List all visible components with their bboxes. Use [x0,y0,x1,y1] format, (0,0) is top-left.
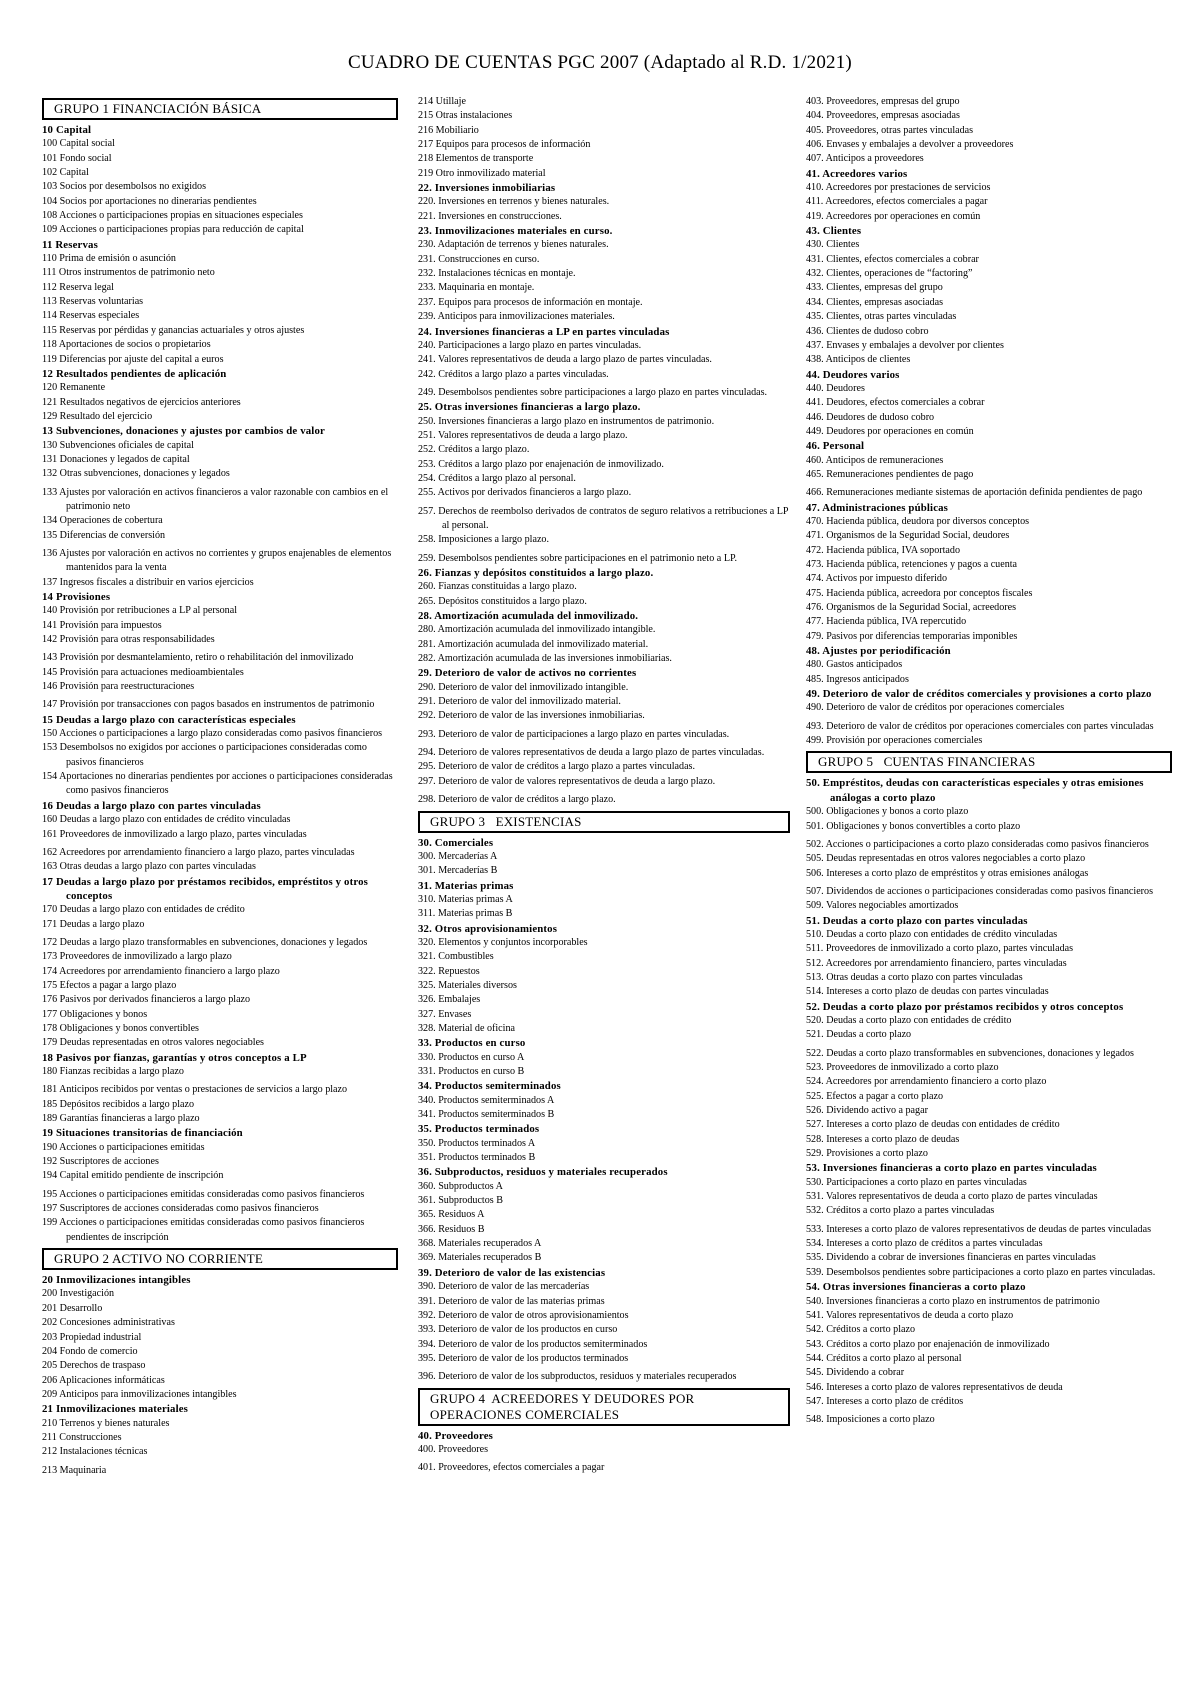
account-item: 291. Deterioro de valor del inmovilizado material. [418,696,621,708]
account-item: 520. Deudas a corto plazo con entidades de crédito [806,1014,1012,1026]
account-item: 258. Imposiciones a largo plazo. [418,534,550,546]
account-item: 326. Embalajes [418,994,481,1006]
account-item: 540. Inversiones financieras a corto plazo en instrumentos de patrimonio [806,1295,1100,1307]
account-item: 185 Depósitos recibidos a largo plazo [42,1098,195,1110]
account-subgroup-heading: 36. Subproductos, residuos y materiales recuperados [418,1166,668,1179]
account-item: 449. Deudores por operaciones en común [806,425,974,437]
account-item: 197 Suscriptores de acciones consideradas como pasivos financieros [42,1203,319,1215]
account-item: 214 Utillaje [418,96,466,107]
account-item: 100 Capital social [42,138,115,150]
account-item: 213 Maquinaria [42,1464,107,1476]
account-subgroup-heading: 22. Inversiones inmobiliarias [418,182,556,195]
account-subgroup-heading: 21 Inmovilizaciones materiales [42,1403,189,1416]
account-item: 172 Deudas a largo plazo transformables en subvenciones, donaciones y legados [42,936,368,948]
account-item: 509. Valores negociables amortizados [806,900,959,912]
account-item: 465. Remuneraciones pendientes de pago [806,468,974,480]
account-subgroup-heading: 41. Acreedores varios [806,167,908,180]
account-subgroup-heading: 10 Capital [42,124,92,136]
account-item: 119 Diferencias por ajuste del capital a euros [42,353,224,365]
account-item: 534. Intereses a corto plazo de créditos a partes vinculadas [806,1238,1043,1250]
account-item: 547. Intereses a corto plazo de créditos [806,1395,964,1407]
account-item: 212 Instalaciones técnicas [42,1446,148,1458]
account-item: 121 Resultados negativos de ejercicios anteriores [42,396,241,408]
account-item: 206 Aplicaciones informáticas [42,1374,165,1386]
account-item: 523. Proveedores de inmovilizado a corto plazo [806,1062,999,1073]
account-item: 390. Deterioro de valor de las mercaderías [418,1281,590,1293]
account-item: 230. Adaptación de terrenos y bienes naturales. [418,239,609,251]
account-item: 281. Amortización acumulada del inmovilizado material. [418,638,649,650]
account-item: 472. Hacienda pública, IVA soportado [806,544,960,556]
account-item: 325. Materiales diversos [418,979,517,991]
account-item: 221. Inversiones en construcciones. [418,210,562,222]
account-item: 340. Productos semiterminados A [418,1094,555,1106]
account-item: 525. Efectos a pagar a corto plazo [806,1090,944,1102]
account-item: 411. Acreedores, efectos comerciales a pagar [806,196,988,208]
account-item: 218 Elementos de transporte [418,153,534,165]
account-subgroup-heading: 24. Inversiones financieras a LP en partes vinculadas [418,325,670,338]
account-item: 404. Proveedores, empresas asociadas [806,110,960,122]
account-item: 330. Productos en curso A [418,1051,525,1063]
account-item: 209 Anticipos para inmovilizaciones intangibles [42,1388,237,1400]
account-item: 250. Inversiones financieras a largo plazo en instrumentos de patrimonio. [418,415,715,427]
account-subgroup-heading: 12 Resultados pendientes de aplicación [42,367,227,380]
account-item: 118 Aportaciones de socios o propietarios [42,339,211,351]
account-item: 477. Hacienda pública, IVA repercutido [806,616,967,628]
account-item: 216 Mobiliario [418,124,479,136]
account-item: 145 Provisión para actuaciones medioambientales [42,666,244,678]
account-item: 294. Deterioro de valores representativos de deuda a largo plazo de partes vinculadas. [418,747,765,759]
account-item: 176 Pasivos por derivados financieros a largo plazo [42,994,251,1006]
account-item: 480. Gastos anticipados [806,659,903,671]
account-item: 190 Acciones o participaciones emitidas [42,1141,205,1153]
account-subgroup-heading: 40. Proveedores [418,1429,494,1442]
account-item: 251. Valores representativos de deuda a largo plazo. [418,429,628,441]
account-item: 434. Clientes, empresas asociadas [806,296,944,308]
account-subgroup-heading: 43. Clientes [806,225,862,238]
account-subgroup-heading: 28. Amortización acumulada del inmovilizado. [418,610,639,623]
account-item: 368. Materiales recuperados A [418,1238,542,1250]
account-item: 392. Deterioro de valor de otros aprovisionamientos [418,1309,629,1321]
account-item: 253. Créditos a largo plazo por enajenación de inmovilizado. [418,458,664,470]
account-subgroup-heading: 35. Productos terminados [418,1123,540,1136]
account-item: 405. Proveedores, otras partes vinculadas [806,124,974,136]
account-item: 113 Reservas voluntarias [42,296,144,308]
page-title: CUADRO DE CUENTAS PGC 2007 (Adaptado al R.D. 1/2021) [348,52,852,73]
account-group-header: GRUPO 2 ACTIVO NO CORRIENTE [42,1248,398,1270]
account-item: 530. Participaciones a corto plazo en partes vinculadas [806,1176,1027,1188]
account-item: 528. Intereses a corto plazo de deudas [806,1133,960,1145]
account-item: 529. Provisiones a corto plazo [806,1148,928,1160]
account-subgroup-heading: 39. Deterioro de valor de las existencias [418,1266,606,1279]
account-item: 300. Mercaderías A [418,850,498,862]
account-item: 179 Deudas representadas en otros valores negociables [42,1037,264,1049]
account-item: 350. Productos terminados A [418,1137,536,1149]
account-item: 200 Investigación [42,1288,115,1300]
account-subgroup-heading: 47. Administraciones públicas [806,501,949,514]
account-item: 541. Valores representativos de deuda a corto plazo [806,1309,1014,1321]
account-item: 173 Proveedores de inmovilizado a largo plazo [42,951,232,963]
account-item: 446. Deudores de dudoso cobro [806,411,935,423]
account-item: 437. Envases y embalajes a devolver por clientes [806,339,1004,351]
account-item: 512. Acreedores por arrendamiento financiero, partes vinculadas [806,957,1067,969]
account-item: 501. Obligaciones y bonos convertibles a corto plazo [806,820,1021,832]
account-item: 231. Construcciones en curso. [418,253,540,265]
account-item: 548. Imposiciones a corto plazo [806,1414,935,1426]
account-item: 321. Combustibles [418,951,494,963]
account-subgroup-heading: 50. Empréstitos, deudas con características especiales y otras emisiones análogas a corto plazo [806,777,1147,804]
account-subgroup-heading: 34. Productos semiterminados [418,1080,561,1093]
account-subgroup-heading: 20 Inmovilizaciones intangibles [42,1274,191,1287]
account-item: 131 Donaciones y legados de capital [42,453,190,465]
account-subgroup-heading: 26. Fianzas y depósitos constituidos a largo plazo. [418,567,654,579]
account-item: 505. Deudas representadas en otros valores negociables a corto plazo [806,853,1086,865]
account-subgroup-heading: 48. Ajustes por periodificación [806,645,951,658]
account-item: 531. Valores representativos de deuda a corto plazo de partes vinculadas [806,1191,1098,1203]
account-item: 115 Reservas por pérdidas y ganancias actuariales y otros ajustes [42,324,305,336]
account-group-header: GRUPO 4 ACREEDORES Y DEUDORES POR OPERACIONES COMERCIALES [418,1388,790,1426]
account-item: 395. Deterioro de valor de los productos terminados [418,1352,629,1364]
account-subgroup-heading: 51. Deudas a corto plazo con partes vinculadas [806,914,1028,927]
account-item: 163 Otras deudas a largo plazo con partes vinculadas [42,861,256,873]
account-item: 143 Provisión por desmantelamiento, retiro o rehabilitación del inmovilizado [42,652,354,664]
account-item: 103 Socios por desembolsos no exigidos [42,181,207,193]
account-item: 441. Deudores, efectos comerciales a cobrar [806,397,985,409]
account-item: 101 Fondo social [42,152,112,164]
account-item: 440. Deudores [806,382,865,394]
account-subgroup-heading: 44. Deudores varios [806,368,900,381]
account-item: 510. Deudas a corto plazo con entidades de crédito vinculadas [806,928,1058,940]
account-item: 153 Desembolsos no exigidos por acciones o participaciones consideradas como pasivos financieros [42,742,370,768]
account-item: 217 Equipos para procesos de información [418,139,591,151]
account-item: 203 Propiedad industrial [42,1331,142,1343]
account-item: 142 Provisión para otras responsabilidades [42,634,215,646]
account-item: 401. Proveedores, efectos comerciales a pagar [418,1462,605,1474]
account-item: 535. Dividendo a cobrar de inversiones financieras en partes vinculadas [806,1252,1096,1264]
account-item: 322. Repuestos [418,965,480,977]
account-item: 130 Subvenciones oficiales de capital [42,439,194,451]
account-item: 475. Hacienda pública, acreedora por conceptos fiscales [806,587,1033,599]
account-item: 521. Deudas a corto plazo [806,1029,912,1041]
account-item: 500. Obligaciones y bonos a corto plazo [806,806,969,818]
account-item: 400. Proveedores [418,1443,489,1455]
account-item: 189 Garantías financieras a largo plazo [42,1113,200,1125]
account-item: 141 Provisión para impuestos [42,619,162,631]
account-subgroup-heading: 17 Deudas a largo plazo por préstamos recibidos, empréstitos y otros conceptos [42,875,371,902]
account-item: 514. Intereses a corto plazo de deudas con partes vinculadas [806,986,1049,998]
account-item: 205 Derechos de traspaso [42,1360,146,1372]
account-item: 137 Ingresos fiscales a distribuir en varios ejercicios [42,576,254,588]
account-item: 502. Acciones o participaciones a corto plazo consideradas como pasivos financieros [806,838,1149,850]
account-subgroup-heading: 30. Comerciales [418,836,494,849]
account-subgroup-heading: 18 Pasivos por fianzas, garantías y otros conceptos a LP [42,1051,307,1064]
account-item: 331. Productos en curso B [418,1066,525,1077]
account-subgroup-heading: 15 Deudas a largo plazo con características especiales [42,713,296,726]
account-group-header: GRUPO 1 FINANCIACIÓN BÁSICA [42,98,398,120]
account-item: 219 Otro inmovilizado material [418,167,546,179]
account-item: 546. Intereses a corto plazo de valores representativos de deuda [806,1381,1063,1393]
account-item: 351. Productos terminados B [418,1152,536,1164]
account-item: 292. Deterioro de valor de las inversiones inmobiliarias. [418,710,645,722]
account-item: 301. Mercaderías B [418,865,498,877]
account-item: 204 Fondo de comercio [42,1345,138,1357]
account-item: 474. Activos por impuesto diferido [806,573,948,585]
account-item: 293. Deterioro de valor de participaciones a largo plazo en partes vinculadas. [418,728,730,740]
account-item: 365. Residuos A [418,1209,485,1221]
account-subgroup-heading: 52. Deudas a corto plazo por préstamos recibidos y otros conceptos [806,1000,1124,1013]
account-item: 499. Provisión por operaciones comerciales [806,735,983,747]
account-item: 170 Deudas a largo plazo con entidades de crédito [42,904,245,916]
account-item: 282. Amortización acumulada de las inversiones inmobiliarias. [418,653,672,665]
account-subgroup-heading: 29. Deterioro de valor de activos no corrientes [418,667,637,680]
account-item: 147 Provisión por transacciones con pagos basados en instrumentos de patrimonio [42,699,375,711]
account-item: 162 Acreedores por arrendamiento financiero a largo plazo, partes vinculadas [42,846,355,858]
account-item: 513. Otras deudas a corto plazo con partes vinculadas [806,971,1023,983]
account-item: 298. Deterioro de valor de créditos a largo plazo. [418,794,616,806]
account-item: 111 Otros instrumentos de patrimonio neto [42,267,215,279]
account-item: 233. Maquinaria en montaje. [418,282,535,294]
account-item: 181 Anticipos recibidos por ventas o prestaciones de servicios a largo plazo [42,1084,348,1096]
account-item: 433. Clientes, empresas del grupo [806,282,943,294]
account-item: 133 Ajustes por valoración en activos financieros a valor razonable con cambios en el patrimonio neto [42,486,391,512]
account-item: 255. Activos por derivados financieros a largo plazo. [418,487,632,499]
account-item: 259. Desembolsos pendientes sobre participaciones en el patrimonio neto a LP. [418,552,737,564]
account-item: 432. Clientes, operaciones de “factoring” [806,268,973,280]
account-subgroup-heading: 25. Otras inversiones financieras a largo plazo. [418,401,641,414]
account-item: 479. Pasivos por diferencias temporarias imponibles [806,630,1018,642]
account-item: 237. Equipos para procesos de información en montaje. [418,296,643,308]
account-item: 215 Otras instalaciones [418,110,513,122]
account-item: 154 Aportaciones no dinerarias pendientes por acciones o participaciones consideradas como pasivos financieros [42,771,396,797]
account-item: 511. Proveedores de inmovilizado a corto plazo, partes vinculadas [806,943,1074,955]
account-item: 393. Deterioro de valor de los productos en curso [418,1324,618,1336]
account-item: 438. Anticipos de clientes [806,354,911,366]
account-item: 327. Envases [418,1008,472,1020]
account-item: 171 Deudas a largo plazo [42,918,145,930]
account-item: 134 Operaciones de cobertura [42,515,163,527]
account-item: 460. Anticipos de remuneraciones [806,454,944,466]
account-item: 360. Subproductos A [418,1180,503,1192]
account-item: 539. Desembolsos pendientes sobre participaciones a corto plazo en partes vinculadas. [806,1266,1156,1278]
account-item: 320. Elementos y conjuntos incorporables [418,936,588,948]
account-item: 260. Fianzas constituidas a largo plazo. [418,581,577,593]
account-item: 435. Clientes, otras partes vinculadas [806,311,957,323]
account-item: 174 Acreedores por arrendamiento financiero a largo plazo [42,965,280,977]
account-item: 146 Provisión para reestructuraciones [42,681,195,693]
account-item: 403. Proveedores, empresas del grupo [806,96,960,107]
account-item: 280. Amortización acumulada del inmovilizado intangible. [418,624,656,636]
account-item: 241. Valores representativos de deuda a largo plazo de partes vinculadas. [418,354,712,366]
account-item: 394. Deterioro de valor de los productos semiterminados [418,1338,648,1350]
account-subgroup-heading: 13 Subvenciones, donaciones y ajustes por cambios de valor [42,425,325,438]
account-item: 532. Créditos a corto plazo a partes vinculadas [806,1205,995,1217]
account-item: 112 Reserva legal [42,281,114,293]
account-item: 310. Materias primas A [418,893,513,905]
account-item: 211 Construcciones [42,1431,122,1443]
account-item: 242. Créditos a largo plazo a partes vinculadas. [418,368,609,380]
account-item: 252. Créditos a largo plazo. [418,444,530,456]
account-item: 140 Provisión por retribuciones a LP al personal [42,605,238,617]
account-item: 369. Materiales recuperados B [418,1252,542,1264]
account-item: 476. Organismos de la Seguridad Social, acreedores [806,602,1017,614]
account-item: 341. Productos semiterminados B [418,1109,555,1121]
account-item: 490. Deterioro de valor de créditos por operaciones comerciales [806,702,1065,714]
account-subgroup-heading: 32. Otros aprovisionamientos [418,922,558,935]
account-item: 232. Instalaciones técnicas en montaje. [418,268,576,280]
account-item: 431. Clientes, efectos comerciales a cobrar [806,253,979,265]
account-item: 366. Residuos B [418,1223,485,1235]
account-subgroup-heading: 53. Inversiones financieras a corto plazo en partes vinculadas [806,1162,1097,1175]
account-subgroup-heading: 16 Deudas a largo plazo con partes vinculadas [42,799,261,812]
column-right [806,95,1172,1428]
account-item: 506. Intereses a corto plazo de empréstitos y otras emisiones análogas [806,867,1089,879]
account-group-header: GRUPO 3 EXISTENCIAS [418,811,790,833]
account-item: 102 Capital [42,167,89,179]
account-item: 493. Deterioro de valor de créditos por operaciones comerciales con partes vinculadas [806,720,1154,732]
account-item: 430. Clientes [806,239,860,251]
account-item: 290. Deterioro de valor del inmovilizado intangible. [418,681,629,693]
account-item: 109 Acciones o participaciones propias para reducción de capital [42,224,304,236]
account-item: 108 Acciones o participaciones propias en situaciones especiales [42,210,303,222]
account-item: 410. Acreedores por prestaciones de servicios [806,182,991,194]
account-subgroup-heading: 49. Deterioro de valor de créditos comerciales y provisiones a corto plazo [806,688,1152,701]
account-item: 220. Inversiones en terrenos y bienes naturales. [418,196,610,208]
account-item: 175 Efectos a pagar a largo plazo [42,979,177,991]
account-item: 407. Anticipos a proveedores [806,153,924,165]
account-item: 527. Intereses a corto plazo de deudas con entidades de crédito [806,1119,1060,1131]
account-subgroup-heading: 46. Personal [806,440,865,453]
account-item: 132 Otras subvenciones, donaciones y legados [42,468,230,480]
account-item: 485. Ingresos anticipados [806,673,909,685]
account-subgroup-heading: 19 Situaciones transitorias de financiación [42,1127,243,1140]
account-item: 542. Créditos a corto plazo [806,1324,916,1336]
account-subgroup-heading: 11 Reservas [42,238,98,251]
account-item: 178 Obligaciones y bonos convertibles [42,1022,199,1034]
account-item: 436. Clientes de dudoso cobro [806,325,929,337]
account-item: 192 Suscriptores de acciones [42,1156,159,1168]
account-item: 194 Capital emitido pendiente de inscripción [42,1170,224,1182]
column-middle [418,95,790,1476]
account-subgroup-heading: 33. Productos en curso [418,1037,526,1050]
account-item: 361. Subproductos B [418,1195,503,1207]
account-item: 466. Remuneraciones mediante sistemas de aportación definida pendientes de pago [806,487,1143,499]
account-subgroup-heading: 14 Provisiones [42,591,111,603]
account-item: 177 Obligaciones y bonos [42,1008,148,1020]
account-item: 210 Terrenos y bienes naturales [42,1417,170,1429]
account-item: 129 Resultado del ejercicio [42,410,153,422]
account-item: 524. Acreedores por arrendamiento financiero a corto plazo [806,1076,1047,1088]
account-item: 199 Acciones o participaciones emitidas consideradas como pasivos financieros pendientes de inscripción [42,1217,367,1243]
account-item: 328. Material de oficina [418,1022,515,1034]
account-item: 249. Desembolsos pendientes sobre participaciones a largo plazo en partes vinculadas. [418,386,768,398]
account-item: 311. Materias primas B [418,908,513,920]
account-item: 391. Deterioro de valor de las materias primas [418,1295,605,1307]
account-item: 533. Intereses a corto plazo de valores representativos de deudas de partes vinculadas [806,1223,1152,1235]
account-item: 406. Envases y embalajes a devolver a proveedores [806,139,1014,151]
account-item: 419. Acreedores por operaciones en común [806,210,981,222]
account-subgroup-heading: 23. Inmovilizaciones materiales en curso. [418,225,613,238]
account-item: 160 Deudas a largo plazo con entidades de crédito vinculadas [42,814,291,826]
account-item: 473. Hacienda pública, retenciones y pagos a cuenta [806,559,1018,570]
account-item: 180 Fianzas recibidas a largo plazo [42,1066,184,1077]
account-item: 396. Deterioro de valor de los subproductos, residuos y materiales recuperados [418,1371,737,1383]
account-item: 257. Derechos de reembolso derivados de contratos de seguro relativos a retribuciones a LP al personal. [418,505,791,531]
account-item: 545. Dividendo a cobrar [806,1367,905,1379]
account-item: 161 Proveedores de inmovilizado a largo plazo, partes vinculadas [42,828,307,840]
account-item: 240. Participaciones a largo plazo en partes vinculadas. [418,339,642,351]
account-item: 239. Anticipos para inmovilizaciones materiales. [418,311,615,323]
account-item: 507. Dividendos de acciones o participaciones consideradas como pasivos financieros [806,885,1154,897]
account-group-header: GRUPO 5 CUENTAS FINANCIERAS [806,751,1172,773]
account-item: 136 Ajustes por valoración en activos no corrientes y grupos enajenables de elementos mantenidos para la venta [42,547,394,574]
account-item: 195 Acciones o participaciones emitidas consideradas como pasivos financieros [42,1188,365,1200]
account-item: 543. Créditos a corto plazo por enajenación de inmovilizado [806,1338,1050,1350]
account-item: 135 Diferencias de conversión [42,529,166,541]
account-item: 295. Deterioro de valor de créditos a largo plazo a partes vinculadas. [418,761,696,773]
account-item: 110 Prima de emisión o asunción [42,253,176,265]
account-item: 471. Organismos de la Seguridad Social, deudores [806,530,1010,542]
account-subgroup-heading: 31. Materias primas [418,879,514,892]
account-item: 265. Depósitos constituidos a largo plazo. [418,595,587,607]
account-item: 297. Deterioro de valor de valores representativos de deuda a largo plazo. [418,775,716,787]
account-subgroup-heading: 54. Otras inversiones financieras a corto plazo [806,1281,1026,1294]
account-item: 114 Reservas especiales [42,310,140,322]
account-item: 202 Concesiones administrativas [42,1317,175,1329]
account-item: 201 Desarrollo [42,1302,103,1314]
account-item: 120 Remanente [42,382,106,394]
account-item: 522. Deudas a corto plazo transformables en subvenciones, donaciones y legados [806,1047,1134,1059]
account-item: 254. Créditos a largo plazo al personal. [418,472,576,484]
account-item: 544. Créditos a corto plazo al personal [806,1352,962,1364]
account-item: 526. Dividendo activo a pagar [806,1105,928,1117]
account-item: 470. Hacienda pública, deudora por diversos conceptos [806,515,1030,527]
account-item: 104 Socios por aportaciones no dinerarias pendientes [42,195,257,207]
column-left [42,95,398,1478]
account-item: 150 Acciones o participaciones a largo plazo consideradas como pasivos financieros [42,728,383,740]
